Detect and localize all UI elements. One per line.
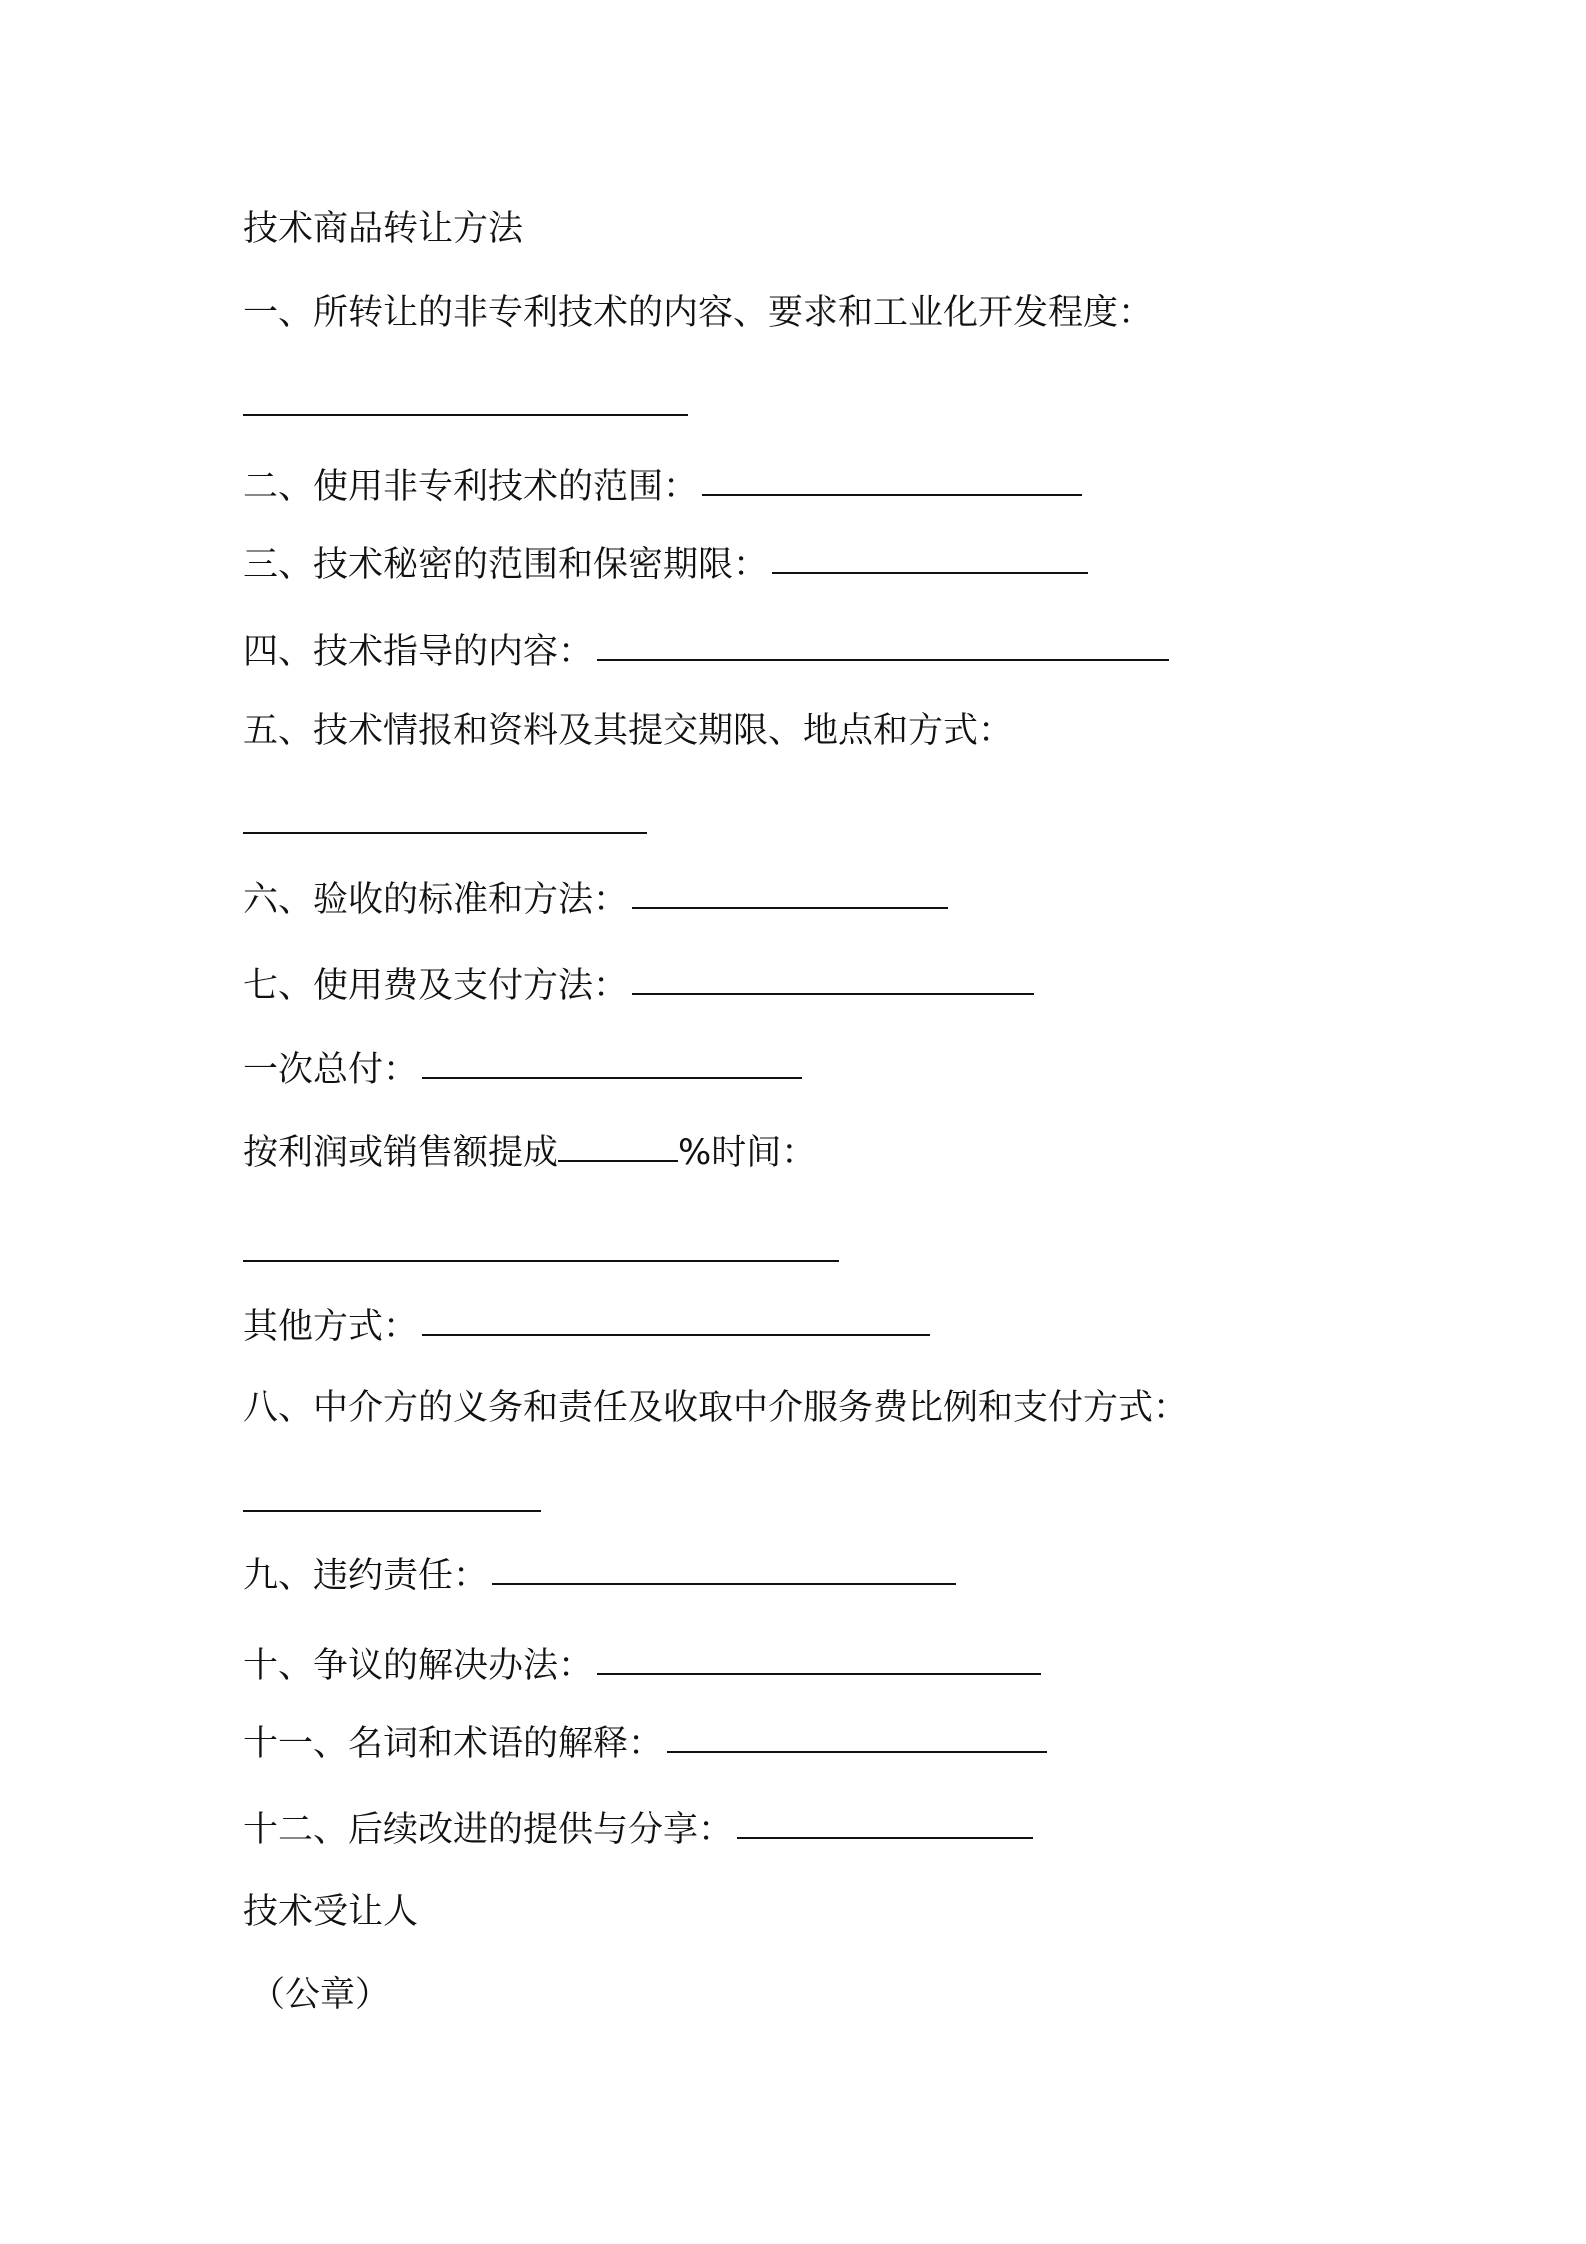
- clause-7-royalty-label: 按利润或销售额提成: [243, 1133, 559, 1173]
- clause-7-other-label: 其他方式：: [243, 1307, 419, 1347]
- document-title: 技术商品转让方法: [243, 209, 524, 249]
- clause-10: [243, 1642, 1041, 1690]
- clause-1: 一、所转让的非专利技术的内容、要求和工业化开发程度：: [243, 293, 1154, 333]
- clause-10-label: 十、争议的解决办法：: [243, 1646, 594, 1686]
- clause-2: [243, 463, 1082, 511]
- clause-12: [243, 1806, 1033, 1854]
- clause-11-blank: [667, 1751, 1047, 1753]
- signature-party: 技术受让人: [243, 1892, 419, 1932]
- signature-seal: （公章）: [250, 1975, 391, 2015]
- clause-9-blank: [492, 1583, 956, 1585]
- clause-8: 八、中介方的义务和责任及收取中介服务费比例和支付方式：: [243, 1388, 1189, 1428]
- clause-7-royalty-percent-blank: [558, 1160, 678, 1162]
- clause-6: [243, 876, 948, 924]
- clause-7-other-blank: [422, 1334, 930, 1336]
- clause-5-blank: [243, 832, 647, 834]
- clause-4-blank: [597, 659, 1169, 661]
- clause-7-lump-sum-label: 一次总付：: [243, 1050, 419, 1090]
- clause-7-lump-sum: [243, 1046, 802, 1094]
- clause-5: 五、技术情报和资料及其提交期限、地点和方式：: [243, 711, 1014, 751]
- clause-9-label: 九、违约责任：: [243, 1556, 489, 1596]
- clause-7-label: 七、使用费及支付方法：: [243, 966, 629, 1006]
- clause-4-label: 四、技术指导的内容：: [243, 632, 594, 672]
- clause-11: [243, 1720, 1047, 1768]
- clause-1-blank: [243, 414, 688, 416]
- clause-7-royalty-suffix: %时间：: [678, 1133, 817, 1173]
- clause-7-blank: [632, 993, 1034, 995]
- clause-7: [243, 962, 1034, 1010]
- clause-6-label: 六、验收的标准和方法：: [243, 880, 629, 920]
- clause-4: [243, 628, 1169, 676]
- clause-11-label: 十一、名词和术语的解释：: [243, 1724, 664, 1764]
- clause-6-blank: [632, 907, 948, 909]
- clause-3-blank: [772, 572, 1088, 574]
- clause-7-other: [243, 1303, 930, 1351]
- clause-7-royalty-blank: [243, 1260, 839, 1262]
- clause-7-royalty: [243, 1129, 816, 1177]
- clause-3: [243, 541, 1088, 589]
- clause-2-blank: [702, 494, 1082, 496]
- clause-8-blank: [243, 1510, 541, 1512]
- clause-10-blank: [597, 1673, 1041, 1675]
- clause-7-lump-sum-blank: [422, 1077, 802, 1079]
- clause-12-blank: [737, 1837, 1033, 1839]
- clause-12-label: 十二、后续改进的提供与分享：: [243, 1810, 734, 1850]
- clause-2-label: 二、使用非专利技术的范围：: [243, 467, 699, 507]
- clause-9: [243, 1552, 956, 1600]
- clause-3-label: 三、技术秘密的范围和保密期限：: [243, 545, 769, 585]
